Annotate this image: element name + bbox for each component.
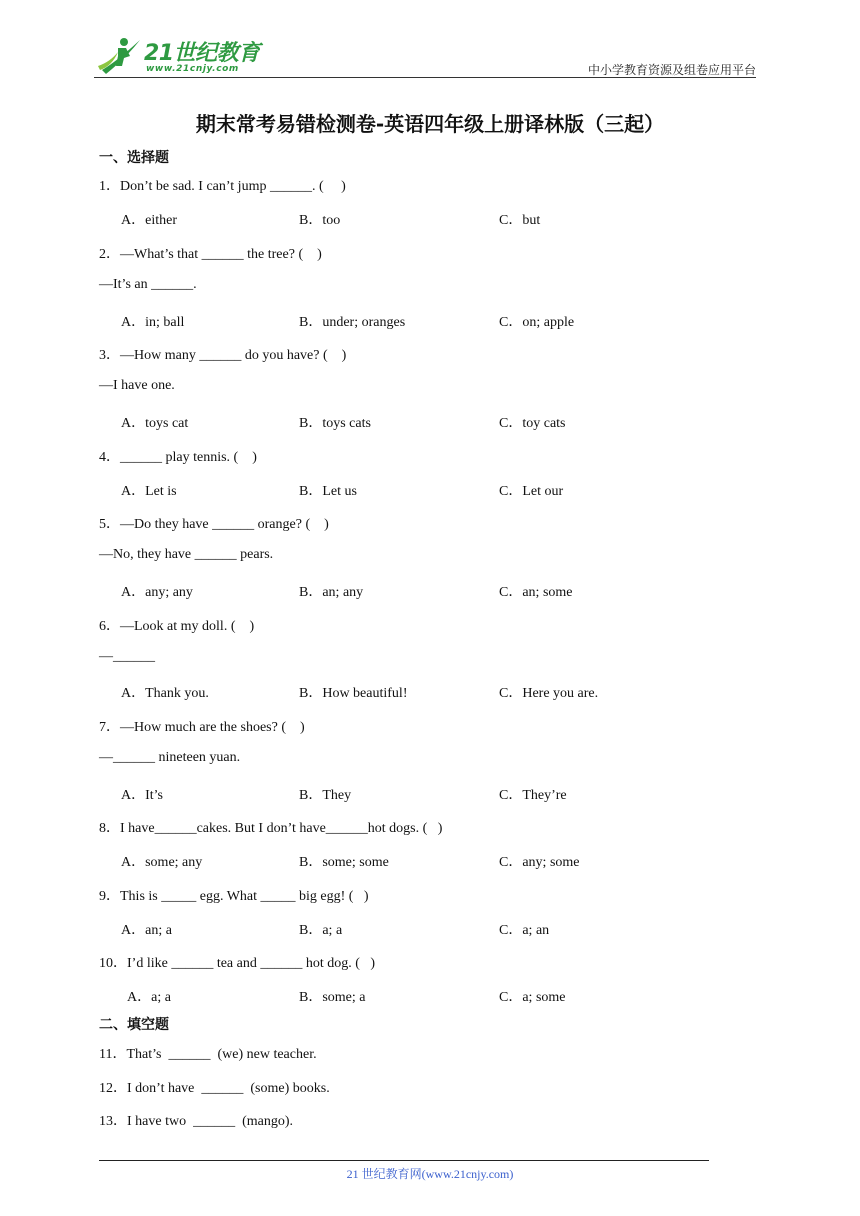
page-header: [94, 34, 756, 78]
question-4-option-c: C．Let our: [499, 484, 564, 499]
question-2-option-c: C．on; apple: [499, 315, 575, 330]
question-10-option-c: C．a; some: [499, 990, 566, 1005]
logo-text: 21世纪教育: [144, 41, 260, 66]
question-8-option-c: C．any; some: [499, 855, 580, 870]
runner-logo-icon: [96, 36, 142, 76]
question-8-stem: 8．I have______cakes. But I don’t have______hot dogs. ( ): [99, 821, 443, 836]
question-6-response: —______: [99, 649, 155, 664]
question-9-option-c: C．a; an: [499, 923, 550, 938]
question-11-stem: 11．That’s ______ (we) new teacher.: [99, 1047, 317, 1062]
platform-name: 中小学教育资源及组卷应用平台: [587, 63, 756, 77]
header-divider: [94, 77, 756, 78]
question-6-stem: 6．—Look at my doll. ( ): [99, 619, 255, 634]
question-7-response: —______ nineteen yuan.: [99, 750, 241, 765]
footer-divider: [99, 1160, 709, 1161]
question-5-option-b: B．an; any: [299, 585, 364, 600]
question-5-option-a: A．any; any: [121, 585, 193, 600]
question-5-response: —No, they have ______ pears.: [99, 547, 274, 562]
question-7-option-a: A．It’s: [121, 788, 163, 803]
question-3-option-a: A．toys cat: [121, 416, 189, 431]
question-1-option-a: A．either: [121, 213, 177, 228]
question-10-option-b: B．some; a: [299, 990, 366, 1005]
question-2-option-a: A．in; ball: [121, 315, 185, 330]
question-7-option-c: C．They’re: [499, 788, 567, 803]
question-4-option-a: A．Let is: [121, 484, 177, 499]
question-7-stem: 7．—How much are the shoes? ( ): [99, 720, 305, 735]
question-4-option-b: B．Let us: [299, 484, 357, 499]
question-12-stem: 12．I don’t have ______ (some) books.: [99, 1081, 330, 1096]
question-7-option-b: B．They: [299, 788, 352, 803]
question-1-stem: 1．Don’t be sad. I can’t jump ______. ( ): [99, 179, 346, 194]
question-2-option-b: B．under; oranges: [299, 315, 406, 330]
question-3-option-b: B．toys cats: [299, 416, 371, 431]
section-heading-fill-blank: 二、填空题: [99, 1017, 169, 1033]
question-6-option-a: A．Thank you.: [121, 686, 209, 701]
question-3-stem: 3．—How many ______ do you have? ( ): [99, 348, 347, 363]
site-logo: [94, 34, 269, 78]
question-10-stem: 10．I’d like ______ tea and ______ hot dog. ( ): [99, 956, 376, 971]
question-9-option-b: B．a; a: [299, 923, 343, 938]
question-6-option-c: C．Here you are.: [499, 686, 599, 701]
question-1-option-c: C．but: [499, 213, 541, 228]
question-4-stem: 4．______ play tennis. ( ): [99, 450, 257, 465]
question-1-option-b: B．too: [299, 213, 341, 228]
logo-url: www.21cnjy.com: [146, 64, 239, 74]
question-10-option-a: A．a; a: [127, 990, 171, 1005]
question-13-stem: 13．I have two ______ (mango).: [99, 1114, 294, 1129]
question-6-option-b: B．How beautiful!: [299, 686, 408, 701]
question-5-option-c: C．an; some: [499, 585, 573, 600]
question-2-stem: 2．—What’s that ______ the tree? ( ): [99, 247, 322, 262]
question-3-option-c: C．toy cats: [499, 416, 566, 431]
question-9-option-a: A．an; a: [121, 923, 172, 938]
question-3-response: —I have one.: [99, 378, 175, 393]
question-9-stem: 9．This is _____ egg. What _____ big egg! ( ): [99, 889, 369, 904]
question-2-response: —It’s an ______.: [99, 277, 197, 292]
section-heading-choice: 一、选择题: [99, 150, 169, 166]
question-8-option-a: A．some; any: [121, 855, 203, 870]
question-5-stem: 5．—Do they have ______ orange? ( ): [99, 517, 329, 532]
question-8-option-b: B．some; some: [299, 855, 389, 870]
page-footer: 21 世纪教育网(www.21cnjy.com): [346, 1167, 514, 1181]
page-title: 期末常考易错检测卷-英语四年级上册译林版（三起）: [195, 112, 665, 136]
